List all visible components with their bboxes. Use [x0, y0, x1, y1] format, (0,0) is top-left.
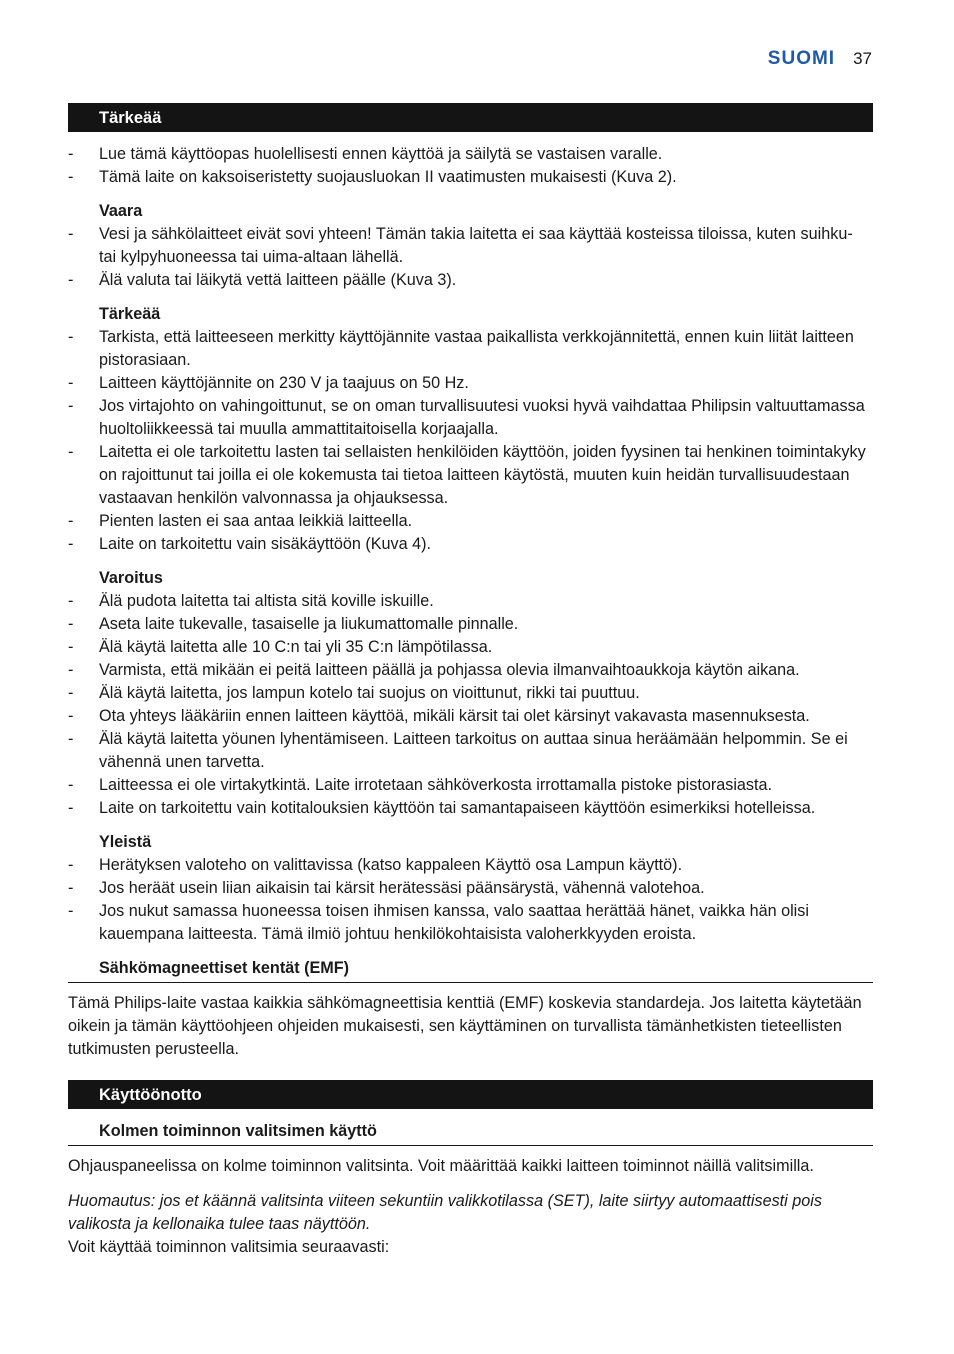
list-item: - Laitetta ei ole tarkoitettu lasten tai sellaisten henkilöiden käyttöön, joiden fyysinen tai henkinen toimintakyky on rajoittunut tai joilla ei ole kokemusta tai tietoa laitteen käytöstä, muuten kuin heidän turvallisuudestaan vastaavan henkilön valvonnassa ja ohjauksessa. — [68, 441, 873, 510]
subheading-warning: Varoitus — [99, 569, 163, 587]
list-item: - Älä käytä laitetta alle 10 C:n tai yli 35 C:n lämpötilassa. — [68, 636, 873, 659]
list-item: - Älä pudota laitetta tai altista sitä koville iskuille. — [68, 590, 873, 613]
list-item: - Varmista, että mikään ei peitä laitteen päällä ja pohjassa olevia ilmanvaihtoaukkoja käytön aikana. — [68, 659, 873, 682]
subheading-general: Yleistä — [99, 833, 152, 851]
emf-paragraph: Tämä Philips-laite vastaa kaikkia sähkömagneettisia kenttiä (EMF) koskevia standardeja. Jos laitetta käytetään oikein ja tämän käyttöohjeen ohjeiden mukaisesti, sen käyttäminen on turvallista tämänhetkisten tieteellisten tutkimusten perusteella. — [68, 994, 862, 1058]
subheading-emf: Sähkömagneettiset kentät (EMF) — [68, 957, 873, 983]
page-number: 37 — [853, 49, 872, 68]
list-item: - Ota yhteys lääkäriin ennen laitteen käyttöä, mikäli kärsit tai olet kärsinyt vakavasta masennuksesta. — [68, 705, 873, 728]
list-item: - Herätyksen valoteho on valittavissa (katso kappaleen Käyttö osa Lampun käyttö). — [68, 854, 873, 877]
list-item: - Älä valuta tai läikytä vettä laitteen päälle (Kuva 3). — [68, 269, 873, 292]
list-item: - Tarkista, että laitteeseen merkitty käyttöjännite vastaa paikallista verkkojännitettä, ennen kuin liität laitteen pistorasiaan. — [68, 326, 873, 372]
list-item: - Aseta laite tukevalle, tasaiselle ja liukumattomalle pinnalle. — [68, 613, 873, 636]
list-item: - Jos virtajohto on vahingoittunut, se on oman turvallisuutesi vuoksi hyvä vaihdattaa Philipsin valtuuttamassa huoltoliikkeessä tai muulla ammattitaitoisella korjaajalla. — [68, 395, 873, 441]
list-item: - Älä käytä laitetta yöunen lyhentämiseen. Laitteen tarkoitus on auttaa sinua heräämään helpommin. Se ei vähennä unen tarvetta. — [68, 728, 873, 774]
list-item: - Jos nukut samassa huoneessa toisen ihmisen kanssa, valo saattaa herättää hänet, vaikka hän olisi kauempana laitteesta. Tämä ilmiö johtuu henkilökohtaisista valoherkkyyden eroista. — [68, 900, 873, 946]
list-item: - Laite on tarkoitettu vain kotitalouksien käyttöön tai samantapaiseen käyttöön esimerkiksi hotelleissa. — [68, 797, 873, 820]
list-item: - Tämä laite on kaksoiseristetty suojausluokan II vaatimusten mukaisesti (Kuva 2). — [68, 166, 873, 189]
subheading-danger: Vaara — [99, 202, 143, 220]
page-header — [768, 48, 872, 70]
list-item: - Laite on tarkoitettu vain sisäkäyttöön (Kuva 4). — [68, 533, 873, 556]
danger-list — [68, 223, 873, 292]
language-label: SUOMI — [767, 48, 836, 69]
section-bar-important: Tärkeää — [68, 103, 873, 132]
final-paragraph: Voit käyttää toiminnon valitsimia seuraavasti: — [68, 1238, 390, 1256]
list-item: - Laitteessa ei ole virtakytkintä. Laite irrotetaan sähköverkosta irrottamalla pistoke pistorasiasta. — [68, 774, 873, 797]
subheading-important: Tärkeää — [99, 305, 161, 323]
selector-paragraph: Ohjauspaneelissa on kolme toiminnon valitsinta. Voit määrittää kaikki laitteen toiminnot näillä valitsimilla. — [68, 1157, 814, 1175]
list-item: - Pienten lasten ei saa antaa leikkiä laitteella. — [68, 510, 873, 533]
list-item: - Älä käytä laitetta, jos lampun kotelo tai suojus on vioittunut, rikki tai puuttuu. — [68, 682, 873, 705]
list-item: - Lue tämä käyttöopas huolellisesti ennen käyttöä ja säilytä se vastaisen varalle. — [68, 143, 873, 166]
important2-list — [68, 326, 873, 556]
note-paragraph: Huomautus: jos et käännä valitsinta viiteen sekuntiin valikkotilassa (SET), laite siirtyy automaattisesti pois valikosta ja kellonaika tulee taas näyttöön. — [68, 1192, 822, 1233]
important-list — [68, 143, 873, 189]
subheading-selector: Kolmen toiminnon valitsimen käyttö — [68, 1120, 873, 1146]
page-content — [68, 103, 873, 1259]
list-item: - Laitteen käyttöjännite on 230 V ja taajuus on 50 Hz. — [68, 372, 873, 395]
general-list — [68, 854, 873, 946]
section-bar-usage: Käyttöönotto — [68, 1080, 873, 1109]
list-item: - Jos heräät usein liian aikaisin tai kärsit herätessäsi päänsärystä, vähennä valotehoa. — [68, 877, 873, 900]
warning-list — [68, 590, 873, 820]
list-item: - Vesi ja sähkölaitteet eivät sovi yhteen! Tämän takia laitetta ei saa käyttää kosteissa tiloissa, kuten suihku- tai kylpyhuoneessa tai uima-altaan lähellä. — [68, 223, 873, 269]
